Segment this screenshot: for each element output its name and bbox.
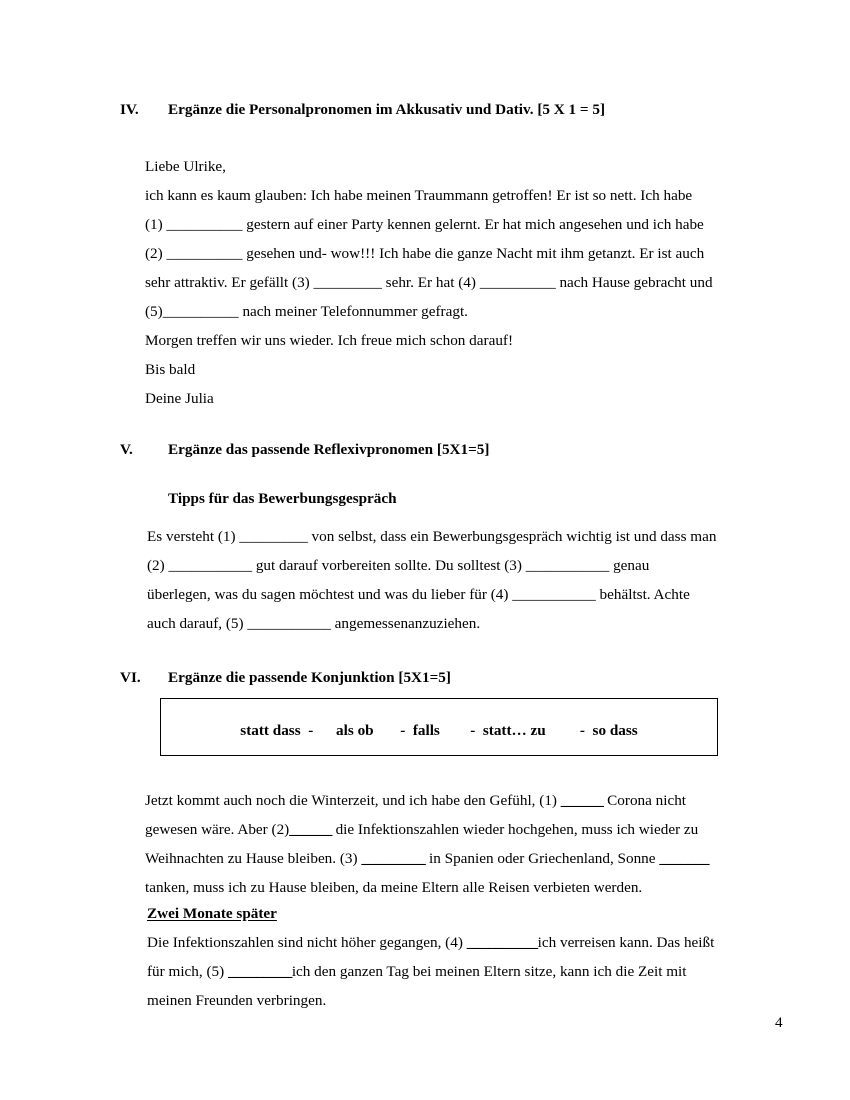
konj-line-3-text-b: in Spanien oder Griechenland, Sonne — [425, 850, 660, 867]
konj-line-3 — [145, 844, 791, 873]
section-4-body — [145, 152, 791, 413]
konj-blank-3b: _______ — [659, 850, 709, 867]
konj-blank-1: ______ — [560, 792, 604, 809]
section-title-6: Ergänze die passende Konjunktion [5X1=5] — [168, 669, 451, 686]
konj2-line-1-text-b: ich verreisen kann. Das heißt — [537, 934, 715, 951]
konj2-line-2-text-b: ich den ganzen Tag bei meinen Eltern sitze, kann ich die Zeit mit — [291, 963, 687, 980]
konj2-line-3: meinen Freunden verbringen. — [147, 992, 327, 1009]
section-heading-6 — [120, 668, 800, 688]
section-numeral-5: V. — [120, 441, 133, 458]
letter-line-1: ich kann es kaum glauben: Ich habe meinen Traummann getroffen! Er ist so nett. Ich habe — [145, 187, 693, 204]
section-heading-5 — [120, 440, 800, 460]
letter-line-2: (1) __________ gestern auf einer Party kennen gelernt. Er hat mich angesehen und ich habe — [145, 216, 704, 233]
tipps-line-1: Es versteht (1) _________ von selbst, dass ein Bewerbungsgespräch wichtig ist und dass man — [147, 528, 717, 545]
page-number: 4 — [775, 1014, 783, 1031]
tipps-line-4: auch darauf, (5) ___________ angemessenanzuziehen. — [147, 615, 481, 632]
letter-line-4: sehr attraktiv. Er gefällt (3) _________ sehr. Er hat (4) __________ nach Hause gebracht und — [145, 274, 713, 291]
konj-line-3-text-a: Weihnachten zu Hause bleiben. (3) — [145, 850, 362, 867]
section-heading-4 — [120, 100, 800, 120]
letter-line-5: (5)__________ nach meiner Telefonnummer gefragt. — [145, 303, 468, 320]
konj-blank-3: _________ — [361, 850, 426, 867]
section-5-body — [147, 522, 791, 638]
konj-line-2-text-b: die Infektionszahlen wieder hochgehen, muss ich wieder zu — [331, 821, 699, 838]
letter-line-6: Morgen treffen wir uns wieder. Ich freue mich schon darauf! — [145, 332, 514, 349]
letter-closing: Bis bald — [145, 361, 196, 378]
section-numeral-6: VI. — [120, 669, 141, 686]
konj-blank-4: __________ — [466, 934, 538, 951]
tipps-line-2: (2) ___________ gut darauf vorbereiten sollte. Du solltest (3) ___________ genau — [147, 557, 650, 574]
section-6-paragraph-1 — [145, 786, 791, 902]
konj-blank-2: ______ — [289, 821, 332, 838]
section-5-subheading: Tipps für das Bewerbungsgespräch — [168, 490, 397, 507]
letter-signature: Deine Julia — [145, 390, 214, 407]
konj2-line-2 — [147, 957, 791, 986]
letter-salutation: Liebe Ulrike, — [145, 158, 226, 175]
letter-line-3: (2) __________ gesehen und- wow!!! Ich habe die ganze Nacht mit ihm getanzt. Er ist auch — [145, 245, 705, 262]
konj-blank-5: _________ — [227, 963, 292, 980]
konj-line-2-text-a: gewesen wäre. Aber (2) — [145, 821, 290, 838]
section-title-5: Ergänze das passende Reflexivpronomen [5X1=5] — [168, 441, 490, 458]
konj-line-1 — [145, 786, 791, 815]
konj-line-1-text-a: Jetzt kommt auch noch die Winterzeit, und ich habe den Gefühl, (1) — [145, 792, 561, 809]
wordbank-box — [160, 698, 718, 756]
konj-line-2 — [145, 815, 791, 844]
section-numeral-4: IV. — [120, 101, 139, 118]
konj-line-4: tanken, muss ich zu Hause bleiben, da meine Eltern alle Reisen verbieten werden. — [145, 879, 643, 896]
konj-line-1-text-b: Corona nicht — [603, 792, 687, 809]
konj2-line-1-text-a: Die Infektionszahlen sind nicht höher gegangen, (4) — [147, 934, 467, 951]
section-title-4: Ergänze die Personalpronomen im Akkusativ und Dativ. [5 X 1 = 5] — [168, 101, 606, 118]
section-6-subheading-2: Zwei Monate später — [147, 905, 277, 922]
konj2-line-1 — [147, 928, 791, 957]
wordbank-options: statt dass - als ob - falls - statt… zu - so dass — [240, 722, 638, 739]
section-6-paragraph-2 — [147, 928, 791, 1015]
konj2-line-2-text-a: für mich, (5) — [147, 963, 228, 980]
tipps-line-3: überlegen, was du sagen möchtest und was du lieber für (4) ___________ behältst. Achte — [147, 586, 690, 603]
